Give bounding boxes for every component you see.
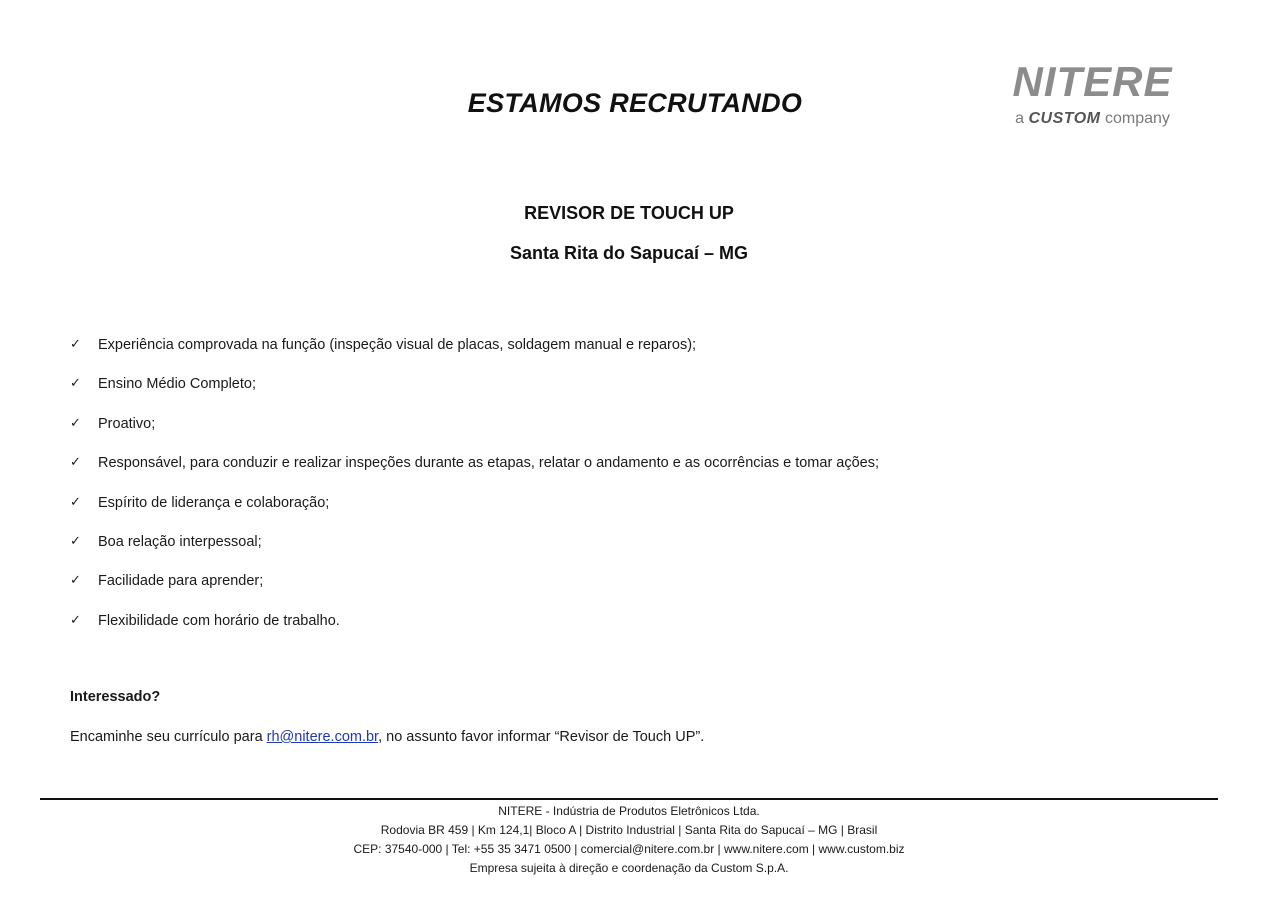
requirement-item <box>70 413 879 452</box>
instructions-text-after: , no assunto favor informar “Revisor de Touch UP”. <box>378 729 705 745</box>
requirement-text: Boa relação interpessoal; <box>98 533 262 550</box>
footer-divider <box>40 798 1218 800</box>
logo-tagline <box>1000 108 1185 130</box>
requirement-item <box>70 334 879 373</box>
requirement-item <box>70 373 879 412</box>
check-icon: ✓ <box>70 415 81 431</box>
application-instructions <box>70 729 704 745</box>
requirements-list <box>70 334 879 649</box>
check-icon: ✓ <box>70 494 81 510</box>
check-icon: ✓ <box>70 573 81 589</box>
check-icon: ✓ <box>70 612 81 628</box>
logo-wordmark: NITERE <box>1012 58 1173 105</box>
interested-heading: Interessado? <box>70 689 161 705</box>
footer-contacts: CEP: 37540-000 | Tel: +55 35 3471 0500 | comercial@nitere.com.br | www.nitere.com | www.custom.biz <box>353 842 905 856</box>
requirement-item <box>70 492 879 531</box>
requirement-item <box>70 531 879 570</box>
company-logo <box>1000 58 1185 130</box>
requirement-text: Facilidade para aprender; <box>98 573 264 590</box>
page-headline: ESTAMOS RECRUTANDO <box>467 88 803 118</box>
job-location: Santa Rita do Sapucaí – MG <box>509 243 749 263</box>
requirement-text: Experiência comprovada na função (inspeção visual de placas, soldagem manual e reparos); <box>98 337 697 353</box>
requirement-item <box>70 570 879 609</box>
footer-company-name: NITERE - Indústria de Produtos Eletrônicos Ltda. <box>498 804 760 818</box>
requirement-text: Flexibilidade com horário de trabalho. <box>98 612 340 629</box>
requirement-text: Ensino Médio Completo; <box>98 376 256 393</box>
requirement-text: Responsável, para conduzir e realizar inspeções durante as etapas, relatar o andamento e as ocorrências e tomar ações; <box>98 455 880 472</box>
logo-tagline-brand: CUSTOM <box>1028 110 1101 127</box>
check-icon: ✓ <box>70 455 81 471</box>
logo-tagline-suffix: company <box>1104 110 1170 127</box>
email-link[interactable]: rh@nitere.com.br <box>266 729 379 745</box>
footer-address: Rodovia BR 459 | Km 124,1| Bloco A | Distrito Industrial | Santa Rita do Sapucaí – MG | Brasil <box>380 823 878 837</box>
footer-disclaimer: Empresa sujeita à direção e coordenação da Custom S.p.A. <box>469 861 789 875</box>
requirement-text: Espírito de liderança e colaboração; <box>98 494 330 511</box>
job-title: REVISOR DE TOUCH UP <box>524 203 734 223</box>
logo-tagline-prefix: a <box>1015 110 1025 127</box>
requirement-text: Proativo; <box>98 415 156 432</box>
check-icon: ✓ <box>70 533 81 549</box>
instructions-text-before: Encaminhe seu currículo para <box>70 729 267 745</box>
check-icon: ✓ <box>70 337 81 352</box>
check-icon: ✓ <box>70 376 81 392</box>
requirement-item <box>70 610 879 649</box>
requirement-item <box>70 452 879 491</box>
footer <box>0 802 1258 878</box>
